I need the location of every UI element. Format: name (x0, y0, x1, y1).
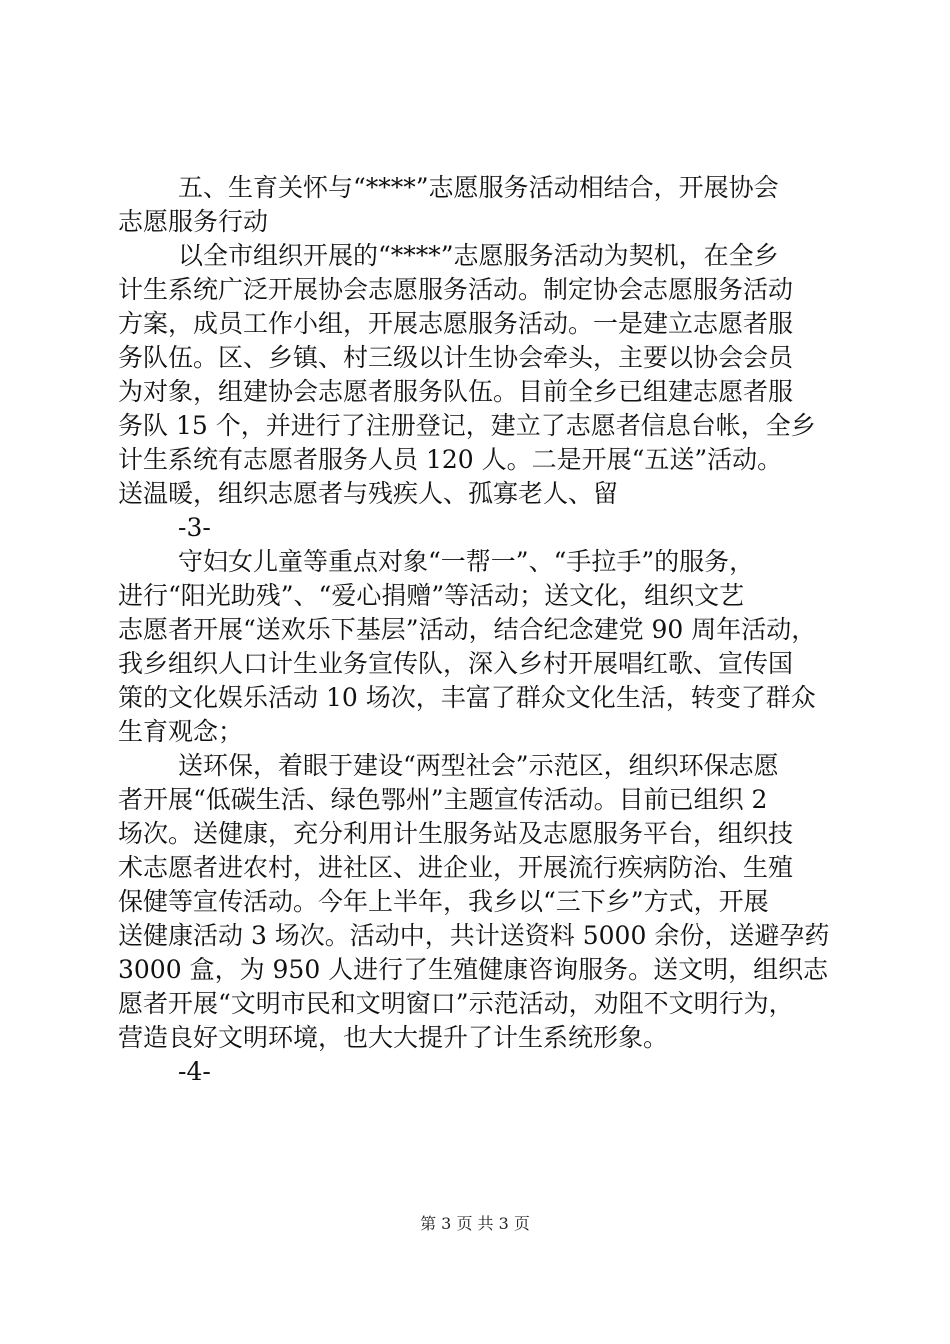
paragraph-line: 3000 盒，为 950 人进行了生殖健康咨询服务。送文明，组织志 (118, 955, 829, 984)
inline-page-number: -4- (178, 1057, 211, 1086)
paragraph-line: 者开展“低碳生活、绿色鄂州”主题宣传活动。目前已组织 2 (118, 785, 768, 814)
paragraph-line: 务队伍。区、乡镇、村三级以计生协会牵头，主要以协会会员 (118, 343, 794, 372)
paragraph-line: 计生系统广泛开展协会志愿服务活动。制定协会志愿服务活动 (118, 275, 794, 304)
section-heading-line-1: 五、生育关怀与“****”志愿服务活动相结合，开展协会 (178, 173, 779, 202)
paragraph-line: 守妇女儿童等重点对象“一帮一”、“手拉手”的服务， (178, 547, 755, 576)
paragraph-line: 为对象，组建协会志愿者服务队伍。目前全乡已组建志愿者服 (118, 377, 794, 406)
paragraph-line: 营造良好文明环境，也大大提升了计生系统形象。 (118, 1023, 669, 1052)
paragraph-line: 方案，成员工作小组，开展志愿服务活动。一是建立志愿者服 (118, 309, 794, 338)
paragraph-line: 送健康活动 3 场次。活动中，共计送资料 5000 余份，送避孕药 (118, 921, 830, 950)
paragraph-line: 送温暖，组织志愿者与残疾人、孤寡老人、留 (118, 479, 619, 508)
page-footer: 第 3 页 共 3 页 (420, 1214, 530, 1233)
paragraph-line: 志愿者开展“送欢乐下基层”活动，结合纪念建党 90 周年活动， (118, 615, 817, 644)
inline-page-number: -3- (178, 513, 211, 542)
paragraph-line: 术志愿者进农村，进社区、进企业，开展流行疾病防治、生殖 (118, 853, 794, 882)
paragraph-line: 进行“阳光助残”、“爱心捐赠”等活动；送文化，组织文艺 (118, 581, 745, 610)
paragraph-line: 保健等宣传活动。今年上半年，我乡以“三下乡”方式，开展 (118, 887, 769, 916)
paragraph-line: 愿者开展“文明市民和文明窗口”示范活动，劝阻不文明行为， (118, 989, 794, 1018)
paragraph-line: 场次。送健康，充分利用计生服务站及志愿服务平台，组织技 (118, 819, 794, 848)
paragraph-line: 策的文化娱乐活动 10 场次，丰富了群众文化生活，转变了群众 (118, 683, 816, 712)
paragraph-line: 我乡组织人口计生业务宣传队，深入乡村开展唱红歌、宣传国 (118, 649, 794, 678)
paragraph-line: 生育观念； (118, 717, 244, 746)
paragraph-line: 计生系统有志愿者服务人员 120 人。二是开展“五送”活动。 (118, 445, 783, 474)
section-heading-line-2: 志愿服务行动 (118, 207, 269, 236)
paragraph-line: 以全市组织开展的“****”志愿服务活动为契机，在全乡 (178, 241, 779, 270)
paragraph-line: 务队 15 个，并进行了注册登记，建立了志愿者信息台帐，全乡 (118, 411, 816, 440)
paragraph-line: 送环保，着眼于建设“两型社会”示范区，组织环保志愿 (178, 751, 779, 780)
